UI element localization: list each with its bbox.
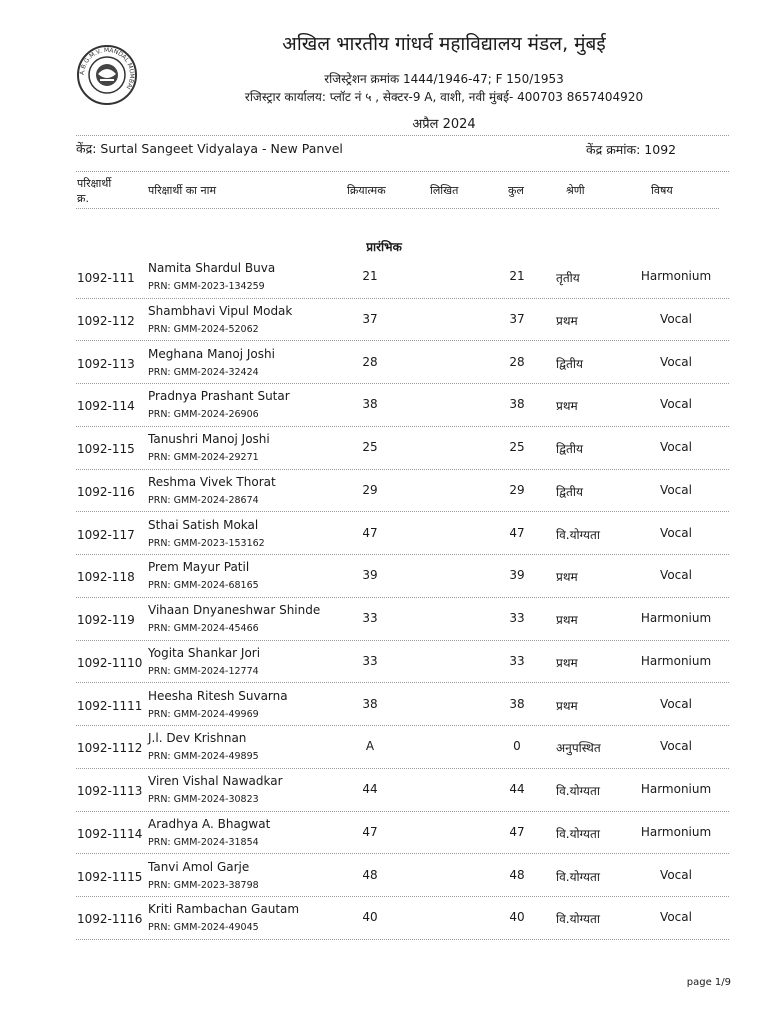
candidate-name: Pradnya Prashant Sutar: [148, 389, 290, 404]
total-marks: 33: [509, 611, 525, 625]
exam-month: अप्रैल 2024: [412, 117, 476, 132]
candidate-name: Namita Shardul Buva: [148, 261, 276, 275]
candidate-name: Aradhya A. Bhagwat: [148, 816, 271, 831]
column-header-written: लिखित: [430, 184, 459, 197]
roll-number: 1092-114: [77, 399, 135, 414]
prn-number: PRN: GMM-2023-134259: [148, 281, 265, 292]
candidate-name: Shambhavi Vipul Modak: [148, 303, 293, 318]
grade: वि.योग्यता: [556, 826, 600, 841]
total-marks: 40: [509, 910, 525, 925]
practical-marks: 39: [362, 568, 378, 583]
table-row: [0, 769, 768, 812]
organization-seal-logo: [76, 44, 138, 106]
divider: [76, 171, 729, 172]
table-row: [0, 427, 768, 470]
total-marks: 38: [509, 397, 525, 412]
column-header-name: परिक्षार्थी का नाम: [148, 184, 217, 197]
grade: वि.योग्यता: [556, 784, 600, 798]
practical-marks: 33: [362, 653, 378, 668]
total-marks: 25: [509, 440, 525, 454]
grade: वि.योग्यता: [556, 527, 600, 542]
prn-number: PRN: GMM-2024-31854: [148, 836, 259, 848]
prn-number: PRN: GMM-2024-26906: [148, 409, 259, 421]
subject: Vocal: [660, 525, 692, 540]
roll-number: 1092-111: [77, 271, 135, 285]
row-divider: [76, 939, 729, 940]
prn-number: PRN: GMM-2024-49045: [148, 922, 259, 934]
candidate-name: Prem Mayur Patil: [148, 560, 250, 575]
total-marks: 29: [509, 482, 525, 497]
roll-number: 1092-1112: [77, 741, 143, 756]
subject: Vocal: [660, 739, 692, 754]
candidate-name: J.l. Dev Krishnan: [148, 731, 247, 746]
centre-name: केंद्र: Surtal Sangeet Vidyalaya - New Panvel: [76, 141, 343, 156]
roll-number: 1092-116: [77, 484, 135, 499]
subject: Vocal: [660, 397, 692, 412]
roll-number: 1092-1115: [77, 869, 143, 884]
practical-marks: 48: [362, 867, 378, 882]
candidate-name: Reshma Vivek Thorat: [148, 474, 276, 489]
total-marks: 39: [509, 568, 525, 583]
grade: प्रथम: [556, 313, 578, 328]
practical-marks: 47: [362, 525, 378, 540]
column-header-roll: [77, 176, 111, 206]
prn-number: PRN: GMM-2024-45466: [148, 623, 259, 634]
grade: द्वितीय: [556, 442, 583, 456]
grade: प्रथम: [556, 613, 578, 627]
roll-number: 1092-1111: [77, 698, 143, 713]
practical-marks: 47: [362, 824, 378, 839]
candidate-name: Vihaan Dnyaneshwar Shinde: [148, 603, 321, 617]
svg-text:A.B.G.M.V. MANDAL MUMBAI: A.B.G.M.V. MANDAL MUMBAI: [78, 46, 136, 91]
registrar-office-address: रजिस्ट्रार कार्यालय: प्लॉट नं ५ , सेक्टर-9 A, वाशी, नवी मुंबई- 400703 8657404920: [244, 90, 644, 104]
table-row: [0, 256, 768, 299]
column-header-roll-line2: क्र.: [77, 192, 89, 205]
table-row: [0, 726, 768, 769]
subject: Vocal: [660, 910, 692, 925]
subject: Vocal: [660, 867, 692, 882]
grade: द्वितीय: [556, 356, 583, 371]
prn-number: PRN: GMM-2024-12774: [148, 665, 259, 677]
grade: प्रथम: [556, 570, 578, 585]
table-row: [0, 513, 768, 556]
practical-marks: 33: [362, 611, 378, 625]
candidate-name: Heesha Ritesh Suvarna: [148, 688, 288, 703]
section-title: प्रारंभिक: [366, 240, 402, 254]
organization-name: अखिल भारतीय गांधर्व महाविद्यालय मंडल, मुंबई: [282, 33, 606, 55]
column-header-grade: श्रेणी: [566, 184, 585, 197]
candidate-name: Tanushri Manoj Joshi: [148, 432, 270, 446]
total-marks: 33: [509, 653, 525, 668]
divider: [76, 208, 719, 209]
table-row: [0, 684, 768, 727]
practical-marks: 37: [362, 311, 378, 326]
candidate-name: Tanvi Amol Garje: [148, 859, 250, 874]
page-number: page 1/9: [686, 977, 731, 988]
practical-marks: 40: [362, 910, 378, 925]
grade: प्रथम: [556, 655, 578, 670]
table-row: [0, 641, 768, 684]
grade: द्वितीय: [556, 484, 583, 499]
subject: Vocal: [660, 696, 692, 711]
roll-number: 1092-115: [77, 442, 135, 456]
practical-marks: 21: [362, 269, 378, 283]
total-marks: 48: [509, 867, 525, 882]
total-marks: 47: [509, 525, 525, 540]
prn-number: PRN: GMM-2024-29271: [148, 452, 259, 463]
column-header-practical: क्रियात्मक: [347, 184, 386, 197]
total-marks: 44: [509, 782, 525, 796]
practical-marks: A: [365, 739, 375, 754]
practical-marks: 38: [362, 397, 378, 412]
subject: Harmonium: [640, 653, 712, 668]
subject: Harmonium: [640, 269, 712, 283]
divider: [76, 135, 729, 136]
table-row: [0, 342, 768, 385]
total-marks: 21: [509, 269, 525, 283]
table-row: [0, 299, 768, 342]
centre-number: केंद्र क्रमांक: 1092: [586, 142, 677, 157]
subject: Harmonium: [640, 782, 712, 796]
grade: अनुपस्थित: [556, 741, 601, 756]
roll-number: 1092-1110: [77, 655, 143, 670]
prn-number: PRN: GMM-2023-38798: [148, 879, 259, 891]
roll-number: 1092-113: [77, 356, 135, 371]
grade: वि.योग्यता: [556, 912, 600, 927]
prn-number: PRN: GMM-2024-68165: [148, 580, 259, 592]
roll-number: 1092-112: [77, 313, 135, 328]
roll-number: 1092-119: [77, 613, 135, 627]
subject: Vocal: [660, 311, 692, 326]
roll-number: 1092-118: [77, 570, 135, 585]
total-marks: 37: [509, 311, 525, 326]
candidate-name: Meghana Manoj Joshi: [148, 346, 275, 361]
total-marks: 0: [513, 739, 521, 754]
practical-marks: 29: [362, 482, 378, 497]
total-marks: 47: [509, 824, 525, 839]
roll-number: 1092-1114: [77, 826, 143, 841]
subject: Harmonium: [640, 611, 712, 625]
grade: तृतीय: [556, 271, 580, 285]
table-row: [0, 897, 768, 940]
roll-number: 1092-1116: [77, 912, 143, 927]
subject: Vocal: [660, 482, 692, 497]
practical-marks: 28: [362, 354, 378, 369]
subject: Vocal: [660, 354, 692, 369]
prn-number: PRN: GMM-2024-49895: [148, 751, 259, 763]
registration-number: रजिस्ट्रेशन क्रमांक 1444/1946-47; F 150/1953: [324, 72, 564, 86]
roll-number: 1092-117: [77, 527, 135, 542]
prn-number: PRN: GMM-2024-30823: [148, 794, 259, 805]
total-marks: 28: [509, 354, 525, 369]
prn-number: PRN: GMM-2024-28674: [148, 494, 259, 506]
table-row: [0, 555, 768, 598]
table-row: [0, 812, 768, 855]
grade: वि.योग्यता: [556, 869, 600, 884]
practical-marks: 25: [362, 440, 378, 454]
candidate-name: Viren Vishal Nawadkar: [148, 774, 283, 788]
subject: Harmonium: [640, 824, 712, 839]
grade: प्रथम: [556, 399, 578, 414]
prn-number: PRN: GMM-2024-49969: [148, 708, 259, 720]
practical-marks: 44: [362, 782, 378, 796]
column-header-roll-line1: परिक्षार्थी: [77, 177, 112, 190]
prn-number: PRN: GMM-2023-153162: [148, 537, 265, 549]
subject: Vocal: [660, 568, 692, 583]
prn-number: PRN: GMM-2024-32424: [148, 366, 259, 378]
subject: Vocal: [660, 440, 692, 454]
candidate-name: Yogita Shankar Jori: [148, 645, 261, 660]
column-header-subject: विषय: [651, 184, 673, 197]
total-marks: 38: [509, 696, 525, 711]
prn-number: PRN: GMM-2024-52062: [148, 323, 259, 335]
table-row: [0, 384, 768, 427]
grade: प्रथम: [556, 698, 578, 713]
column-header-total: कुल: [508, 184, 524, 197]
table-row: [0, 855, 768, 898]
table-row: [0, 470, 768, 513]
table-row: [0, 598, 768, 641]
practical-marks: 38: [362, 696, 378, 711]
roll-number: 1092-1113: [77, 784, 143, 798]
candidate-name: Kriti Rambachan Gautam: [148, 902, 300, 917]
candidate-name: Sthai Satish Mokal: [148, 517, 259, 532]
